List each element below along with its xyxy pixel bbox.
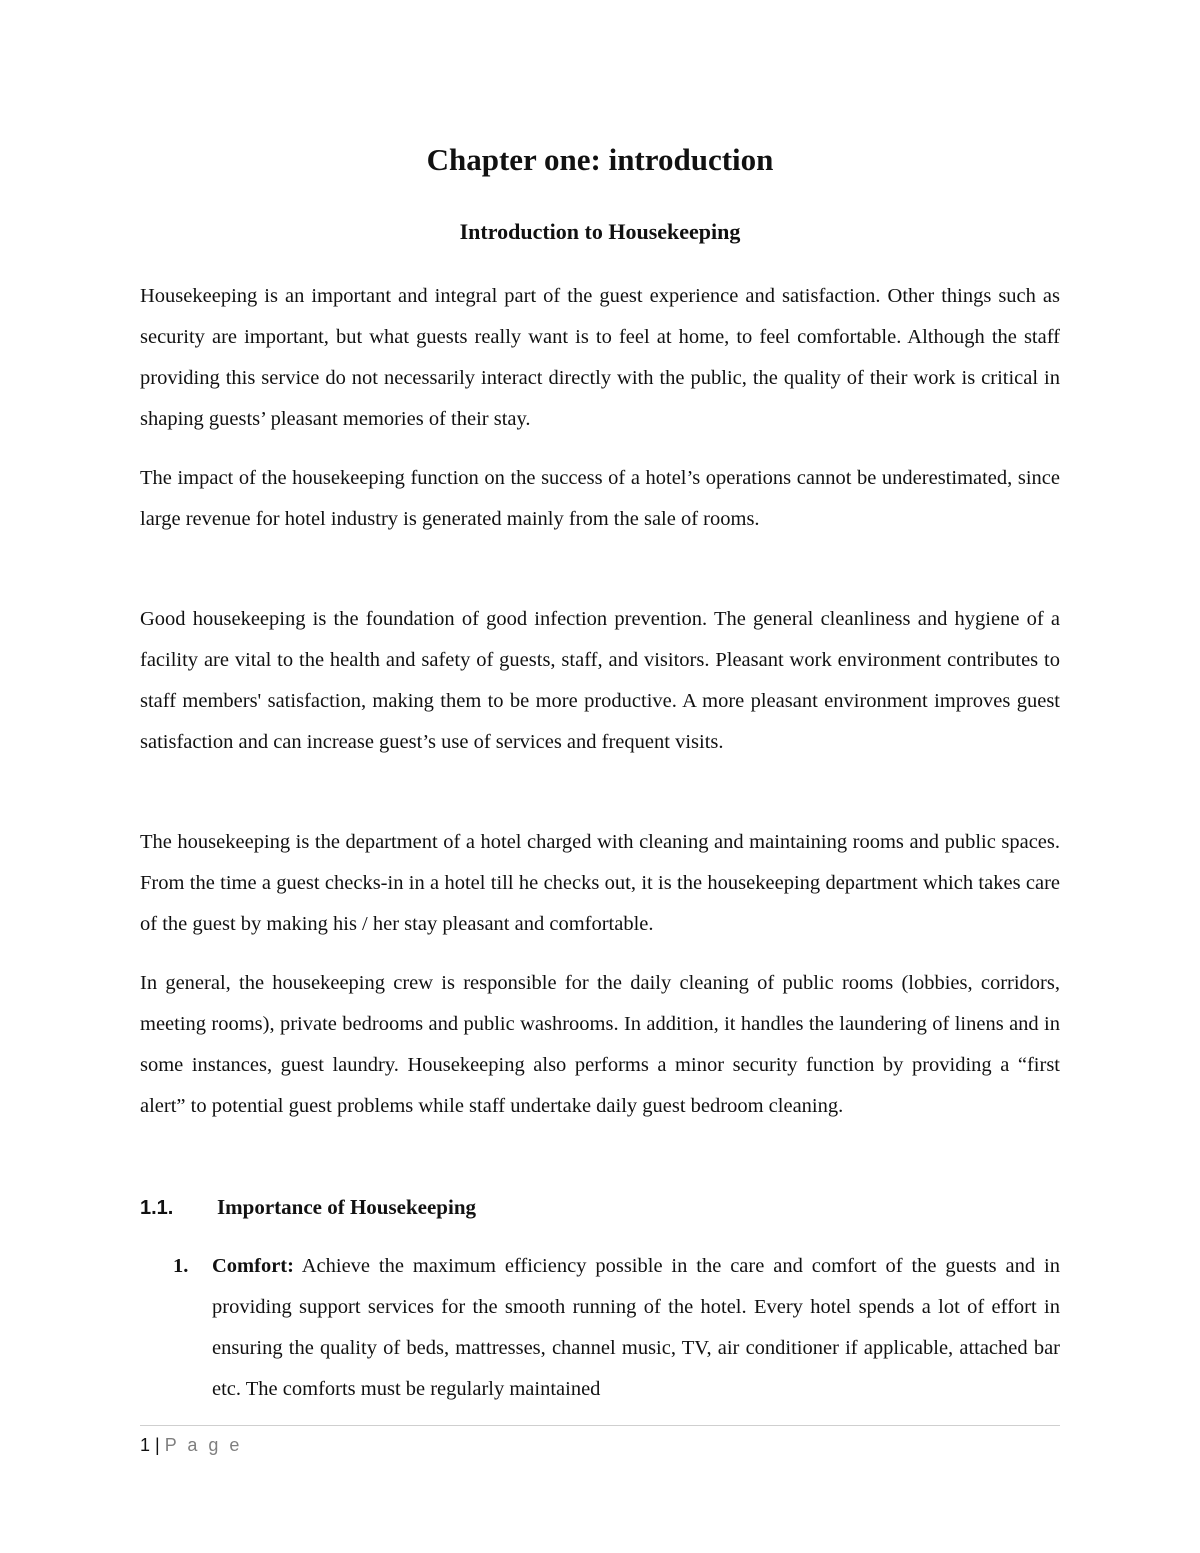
subsection-heading	[140, 1187, 1060, 1228]
list-item-marker: 1.	[173, 1255, 189, 1277]
paragraph-1: Housekeeping is an important and integral part of the guest experience and satisfaction. Other things such as security are important, but what guests really want is to feel at home, to feel comfortable. Although the staff providing this service do not necessarily interact directly with the public, the quality of their work is critical in shaping guests’ pleasant memories of their stay.	[140, 285, 1060, 430]
list-item-lead: Comfort:	[212, 1255, 294, 1277]
paragraph-5: In general, the housekeeping crew is responsible for the daily cleaning of public rooms (lobbies, corridors, meeting rooms), private bedrooms and public washrooms. In addition, it handles the laundering of linens and in some instances, guest laundry. Housekeeping also performs a minor security function by providing a “first alert” to potential guest problems while staff undertake daily guest bedroom cleaning.	[140, 972, 1060, 1117]
subsection-number: 1.1.	[140, 1197, 174, 1219]
footer-divider	[140, 1425, 1060, 1426]
list-item-body	[212, 1246, 1060, 1410]
list-item-text: Achieve the maximum efficiency possible in the care and comfort of the guests and in providing support services for the smooth running of the hotel. Every hotel spends a lot of effort in ensuring the quality of beds, mattresses, channel music, TV, air conditioner if applicable, attached bar etc. The comforts must be regularly maintained	[212, 1255, 1060, 1400]
paragraph-4: The housekeeping is the department of a hotel charged with cleaning and maintaining rooms and public spaces. From the time a guest checks-in in a hotel till he checks out, it is the housekeeping department which takes care of the guest by making his / her stay pleasant and comfortable.	[140, 831, 1060, 935]
section-heading: Introduction to Housekeeping	[459, 219, 741, 244]
chapter-title: Chapter one: introduction	[426, 142, 774, 177]
page-label: P a g e	[164, 1435, 243, 1455]
footer-separator: |	[155, 1435, 160, 1455]
list-item	[140, 1246, 1060, 1410]
paragraph-2: The impact of the housekeeping function on the success of a hotel’s operations cannot be underestimated, since large revenue for hotel industry is generated mainly from the sale of rooms.	[140, 467, 1060, 530]
page-footer	[140, 1431, 242, 1459]
subsection-title: Importance of Housekeeping	[217, 1195, 476, 1219]
paragraph-3: Good housekeeping is the foundation of good infection prevention. The general cleanliness and hygiene of a facility are vital to the health and safety of guests, staff, and visitors. Pleasant work environment contributes to staff members' satisfaction, making them to be more productive. A more pleasant environment improves guest satisfaction and can increase guest’s use of services and frequent visits.	[140, 608, 1060, 753]
page-number: 1	[140, 1435, 151, 1455]
